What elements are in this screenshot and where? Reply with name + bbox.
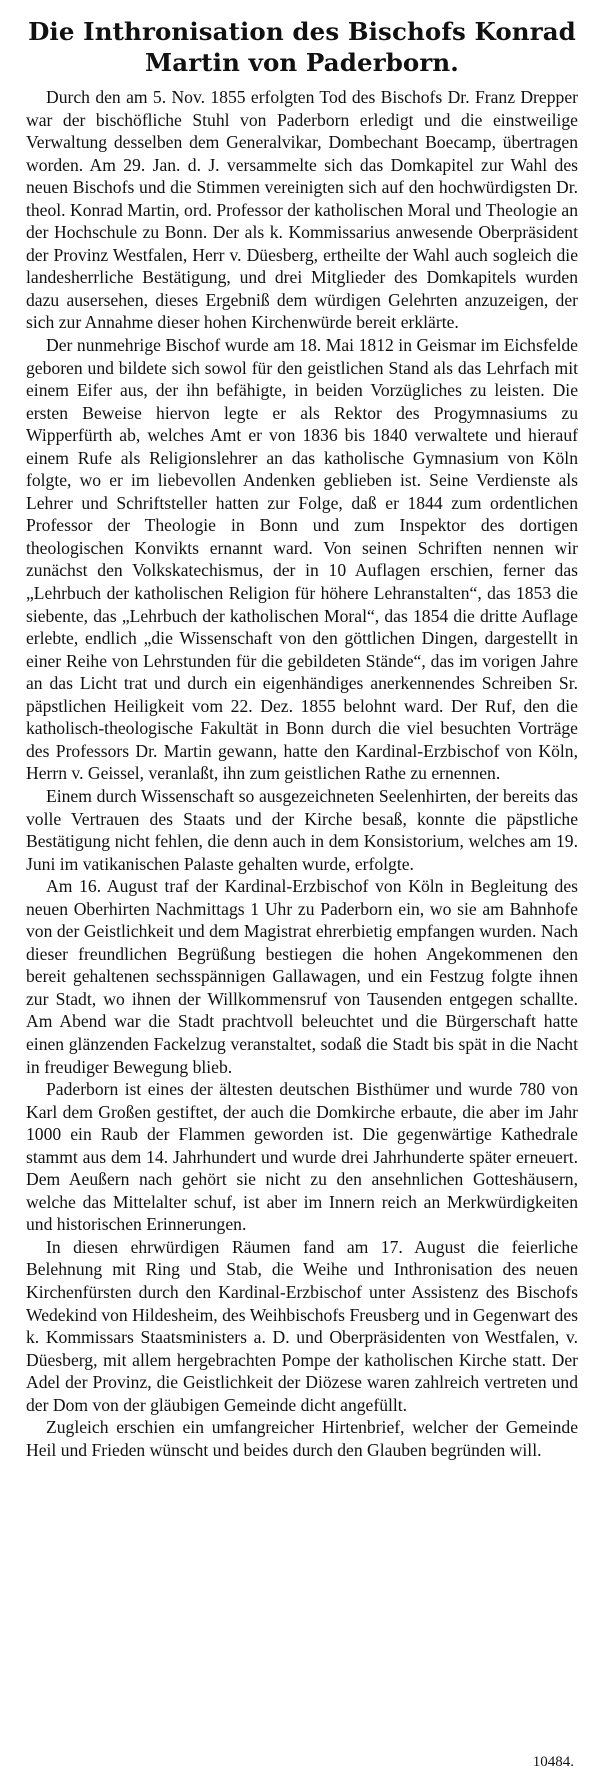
paragraph-5: Paderborn ist eines der ältesten deutschen Bisthümer und wurde 780 von Karl dem Großen gestiftet, der auch die Domkirche erbaute, die aber im Jahr 1000 ein Raub der Flammen geworden ist. Die gegenwärtige Kathedrale stammt aus dem 14. Jahrhundert und wurde drei Jahrhunderte später erneuert. Dem Aeußern nach gehört sie nicht zu den ansehnlichen Gotteshäusern, welche das Mittelalter schuf, ist aber im Innern reich an Merkwürdigkeiten und historischen Erinnerungen. (26, 1079, 578, 1235)
paragraph-1: Durch den am 5. Nov. 1855 erfolgten Tod des Bischofs Dr. Franz Drepper war der bischöfliche Stuhl von Paderborn erledigt und die einstweilige Verwaltung desselben dem Generalvikar, Dombechant Boecamp, übertragen worden. Am 29. Jan. d. J. versammelte sich das Domkapitel zur Wahl des neuen Bischofs und die Stimmen vereinigten sich auf den hochwürdigsten Dr. theol. Konrad Martin, ord. Professor der katholischen Moral und Theologie an der Hochschule zu Bonn. Der als k. Kommissarius anwesende Oberpräsident der Provinz Westfalen, Herr v. Düesberg, ertheilte der Wahl auch sogleich die landesherrliche Bestätigung, und drei Mitglieder des Domkapitels wurden dazu ausersehen, dieses Ergebniß dem würdigen Gelehrten anzuzeigen, der sich zur Annahme dieser hohen Kirchenwürde bereit erklärte. (26, 87, 578, 333)
article-title: Die Inthronisation des Bischofs Konrad Martin von Paderborn. (28, 17, 576, 77)
paragraph-3: Einem durch Wissenschaft so ausgezeichneten Seelenhirten, der bereits das volle Vertrauen des Staats und der Kirche besaß, konnte die päpstliche Bestätigung nicht fehlen, die denn auch in dem Konsistorium, welches am 19. Juni im vatikanischen Palaste gehalten wurde, erfolgte. (26, 785, 578, 874)
article-number: 10484. (532, 1754, 574, 1770)
paragraph-2: Der nunmehrige Bischof wurde am 18. Mai 1812 in Geismar im Eichsfelde geboren und bildete sich sowol für den geistlichen Stand als das Lehrfach mit einem Eifer aus, der ihn befähigte, in beiden Vorzügliches zu leisten. Die ersten Beweise hiervon legte er als Rektor des Progymnasiums zu Wipperfürth ab, welches Amt er von 1836 bis 1840 verwaltete und hierauf einem Rufe als Religionslehrer an das katholische Gymnasium von Köln folgte, wo er im liebevollen Andenken geblieben ist. Seine Verdienste als Lehrer und Schriftsteller hatten zur Folge, daß er 1844 zum ordentlichen Professor der Theologie in Bonn und zum Inspektor des dortigen theologischen Konvikts ernannt ward. Von seinen Schriften nennen wir zunächst den Volkskatechismus, der in 10 Auflagen erschien, ferner das „Lehrbuch der katholischen Religion für höhere Lehranstalten“, das 1853 die siebente, das „Lehrbuch der katholischen Moral“, das 1854 die dritte Auflage erlebte, endlich „die Wissenschaft von den göttlichen Dingen, dargestellt in einer Reihe von Lehrstunden für die gebildeten Stände“, das im vorigen Jahre an das Licht trat und durch ein eigenhändiges anerkennendes Schreiben Sr. päpstlichen Heiligkeit vom 22. Dez. 1855 belohnt ward. Der Ruf, den die katholisch-theologische Fakultät in Bonn durch die viel besuchten Vorträge des Professors Dr. Martin gewann, hatte den Kardinal-Erzbischof von Köln, Herrn v. Geissel, veranlaßt, ihn zum geistlichen Rathe zu ernennen. (26, 335, 578, 784)
paragraph-7: Zugleich erschien ein umfangreicher Hirtenbrief, welcher der Gemeinde Heil und Frieden wünscht und beides durch den Glauben begründen will. (26, 1417, 578, 1460)
paragraph-6: In diesen ehrwürdigen Räumen fand am 17. August die feierliche Belehnung mit Ring und Stab, die Weihe und Inthronisation des neuen Kirchenfürsten durch den Kardinal-Erzbischof unter Assistenz des Bischofs Wedekind von Hildesheim, des Weihbischofs Freusberg und in Gegenwart des k. Kommissars Staatsministers a. D. und Oberpräsidenten von Westfalen, v. Düesberg, mit allem hergebrachten Pompe der katholischen Kirche statt. Der Adel der Provinz, die Geistlichkeit der Diözese waren zahlreich vertreten und der Dom von der gläubigen Gemeinde dicht angefüllt. (26, 1236, 578, 1415)
article-body (26, 86, 578, 1461)
paragraph-4: Am 16. August traf der Kardinal-Erzbischof von Köln in Begleitung des neuen Oberhirten Nachmittags 1 Uhr zu Paderborn ein, wo sie am Bahnhofe von der Geistlichkeit und dem Magistrat ehrerbietig empfangen wurden. Nach dieser freundlichen Begrüßung bestiegen die hohen Angekommenen den bereit gehaltenen sechsspännigen Gallawagen, und ein Festzug folgte ihnen zur Stadt, wo ihnen der Willkommensruf von Tausenden entgegen schallte. Am Abend war die Stadt prachtvoll beleuchtet und die Bürgerschaft hatte einen glänzenden Fackelzug veranstaltet, sodaß die Stadt bis spät in die Nacht in freudiger Bewegung blieb. (26, 876, 578, 1077)
